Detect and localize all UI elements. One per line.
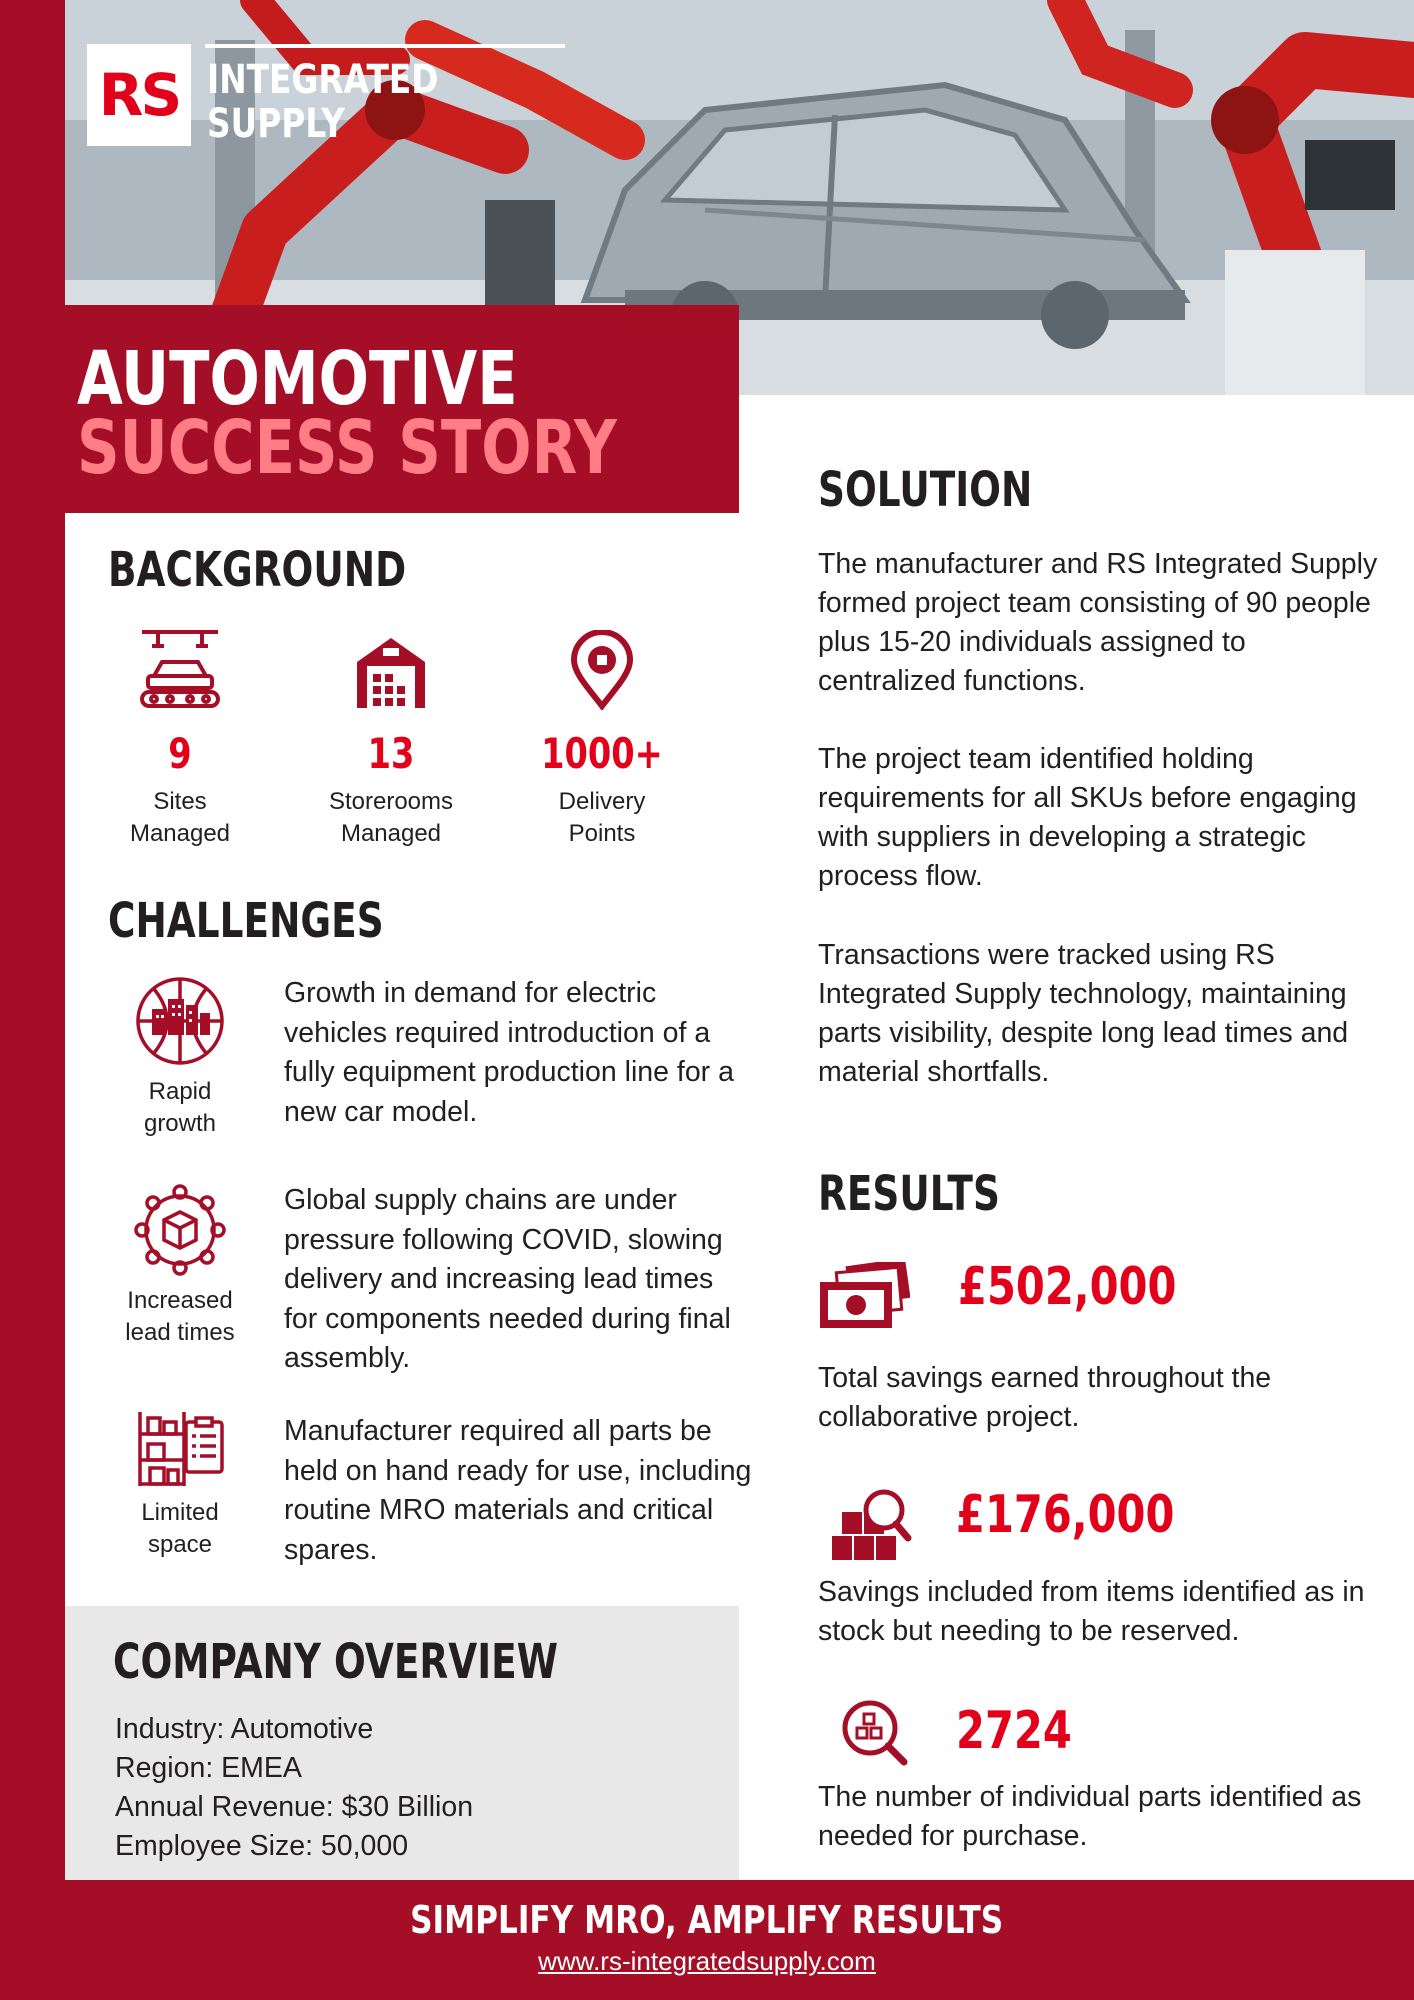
result-value-total-savings: £502,000 — [958, 1257, 1177, 1317]
results-heading: RESULTS — [818, 1166, 1000, 1222]
network-box-icon — [134, 1184, 226, 1276]
challenge-label-2-line-1: Increased — [127, 1287, 233, 1314]
title-line-2: SUCCESS STORY — [77, 405, 617, 491]
result-value-parts-count: 2724 — [956, 1701, 1072, 1761]
result-text-reserved-savings: Savings included from items identified as in stock but needing to be reserved. — [818, 1576, 1365, 1647]
solution-paragraph-2: The project team identified holding requirements for all SKUs before engaging with suppliers in developing a strategic process flow. — [818, 743, 1357, 892]
overview-revenue: Annual Revenue: $30 Billion — [115, 1791, 474, 1823]
overview-employees: Employee Size: 50,000 — [115, 1830, 409, 1862]
stat-storerooms-label-2: Managed — [340, 820, 442, 847]
challenge-icon-limited-space — [110, 1408, 250, 1561]
rs-logo-mark — [87, 44, 191, 146]
challenge-icon-lead-times — [110, 1184, 250, 1349]
footer-tagline-text: SIMPLIFY MRO, AMPLIFY RESULTS — [410, 1898, 1004, 1942]
car-assembly-icon — [138, 626, 222, 710]
overview-industry: Industry: Automotive — [115, 1713, 374, 1745]
boxes-magnifier-icon — [832, 1488, 912, 1562]
stat-delivery-label-1: Delivery — [558, 788, 646, 815]
challenge-label-lead-times — [110, 1285, 250, 1349]
challenge-label-limited-space — [110, 1497, 250, 1561]
result-value-reserved-savings: £176,000 — [956, 1485, 1175, 1545]
challenge-icon-rapid-growth — [110, 975, 250, 1140]
logo-line-2: SUPPLY — [207, 101, 345, 147]
globe-city-icon — [134, 975, 226, 1067]
solution-paragraph-1: The manufacturer and RS Integrated Supply formed project team consisting of 90 people plus 15-20 individuals assigned to centralized functions. — [818, 548, 1378, 697]
parts-search-icon — [840, 1700, 910, 1766]
footer-website-link[interactable]: www.rs-integratedsupply.com — [538, 1946, 876, 1976]
logo-rule — [205, 44, 565, 48]
location-pin-icon — [570, 630, 634, 710]
stat-storerooms-label-1: Storerooms — [328, 788, 454, 815]
logo-mark-text: RS — [98, 61, 180, 129]
challenge-label-rapid-growth — [110, 1076, 250, 1140]
stat-delivery — [512, 626, 692, 850]
stat-sites — [90, 626, 270, 850]
stat-storerooms-label — [301, 786, 481, 850]
challenge-text-rapid-growth: Growth in demand for electric vehicles required introduction of a fully equipment production line for a new car model. — [284, 977, 734, 1128]
stat-delivery-label-2: Points — [568, 820, 636, 847]
company-overview-panel — [65, 1606, 739, 1880]
stat-sites-label — [90, 786, 270, 850]
overview-region: Region: EMEA — [115, 1752, 302, 1784]
shelving-clipboard-icon — [134, 1408, 226, 1488]
stat-storerooms — [301, 626, 481, 850]
stat-delivery-value: 1000+ — [541, 729, 663, 778]
challenge-label-1-line-1: Rapid — [148, 1078, 212, 1105]
stat-storerooms-value: 13 — [367, 729, 415, 778]
warehouse-icon — [353, 634, 429, 710]
title-block — [65, 305, 739, 513]
overview-details — [115, 1710, 473, 1866]
background-heading: BACKGROUND — [108, 542, 407, 598]
stat-sites-label-2: Managed — [129, 820, 231, 847]
overview-heading: COMPANY OVERVIEW — [113, 1634, 559, 1690]
footer-tagline — [0, 1898, 1414, 1942]
result-text-parts-count: The number of individual parts identified as needed for purchase. — [818, 1781, 1362, 1852]
challenge-label-3-line-2: space — [147, 1531, 213, 1558]
challenge-label-3-line-1: Limited — [141, 1499, 219, 1526]
challenges-heading: CHALLENGES — [108, 893, 384, 949]
solution-paragraph-3: Transactions were tracked using RS Integrated Supply technology, maintaining parts visibility, despite long lead times and material shortfalls. — [818, 939, 1349, 1088]
stat-sites-value: 9 — [168, 729, 192, 778]
challenge-text-lead-times: Global supply chains are under pressure following COVID, slowing delivery and increasing lead times for components needed during final assembly. — [284, 1184, 731, 1374]
solution-heading: SOLUTION — [818, 462, 1033, 518]
result-text-total-savings: Total savings earned throughout the collaborative project. — [818, 1362, 1272, 1433]
logo-line-1: INTEGRATED — [207, 57, 439, 103]
stat-delivery-label — [512, 786, 692, 850]
challenge-label-1-line-2: growth — [143, 1110, 217, 1137]
challenge-label-2-line-2: lead times — [125, 1319, 235, 1346]
cash-stack-icon — [820, 1262, 910, 1328]
title-line-1: AUTOMOTIVE — [77, 336, 518, 422]
challenge-text-limited-space: Manufacturer required all parts be held on hand ready for use, including routine MRO materials and critical spares. — [284, 1415, 752, 1566]
stat-sites-label-1: Sites — [153, 788, 207, 815]
logo-wordmark — [207, 58, 438, 146]
